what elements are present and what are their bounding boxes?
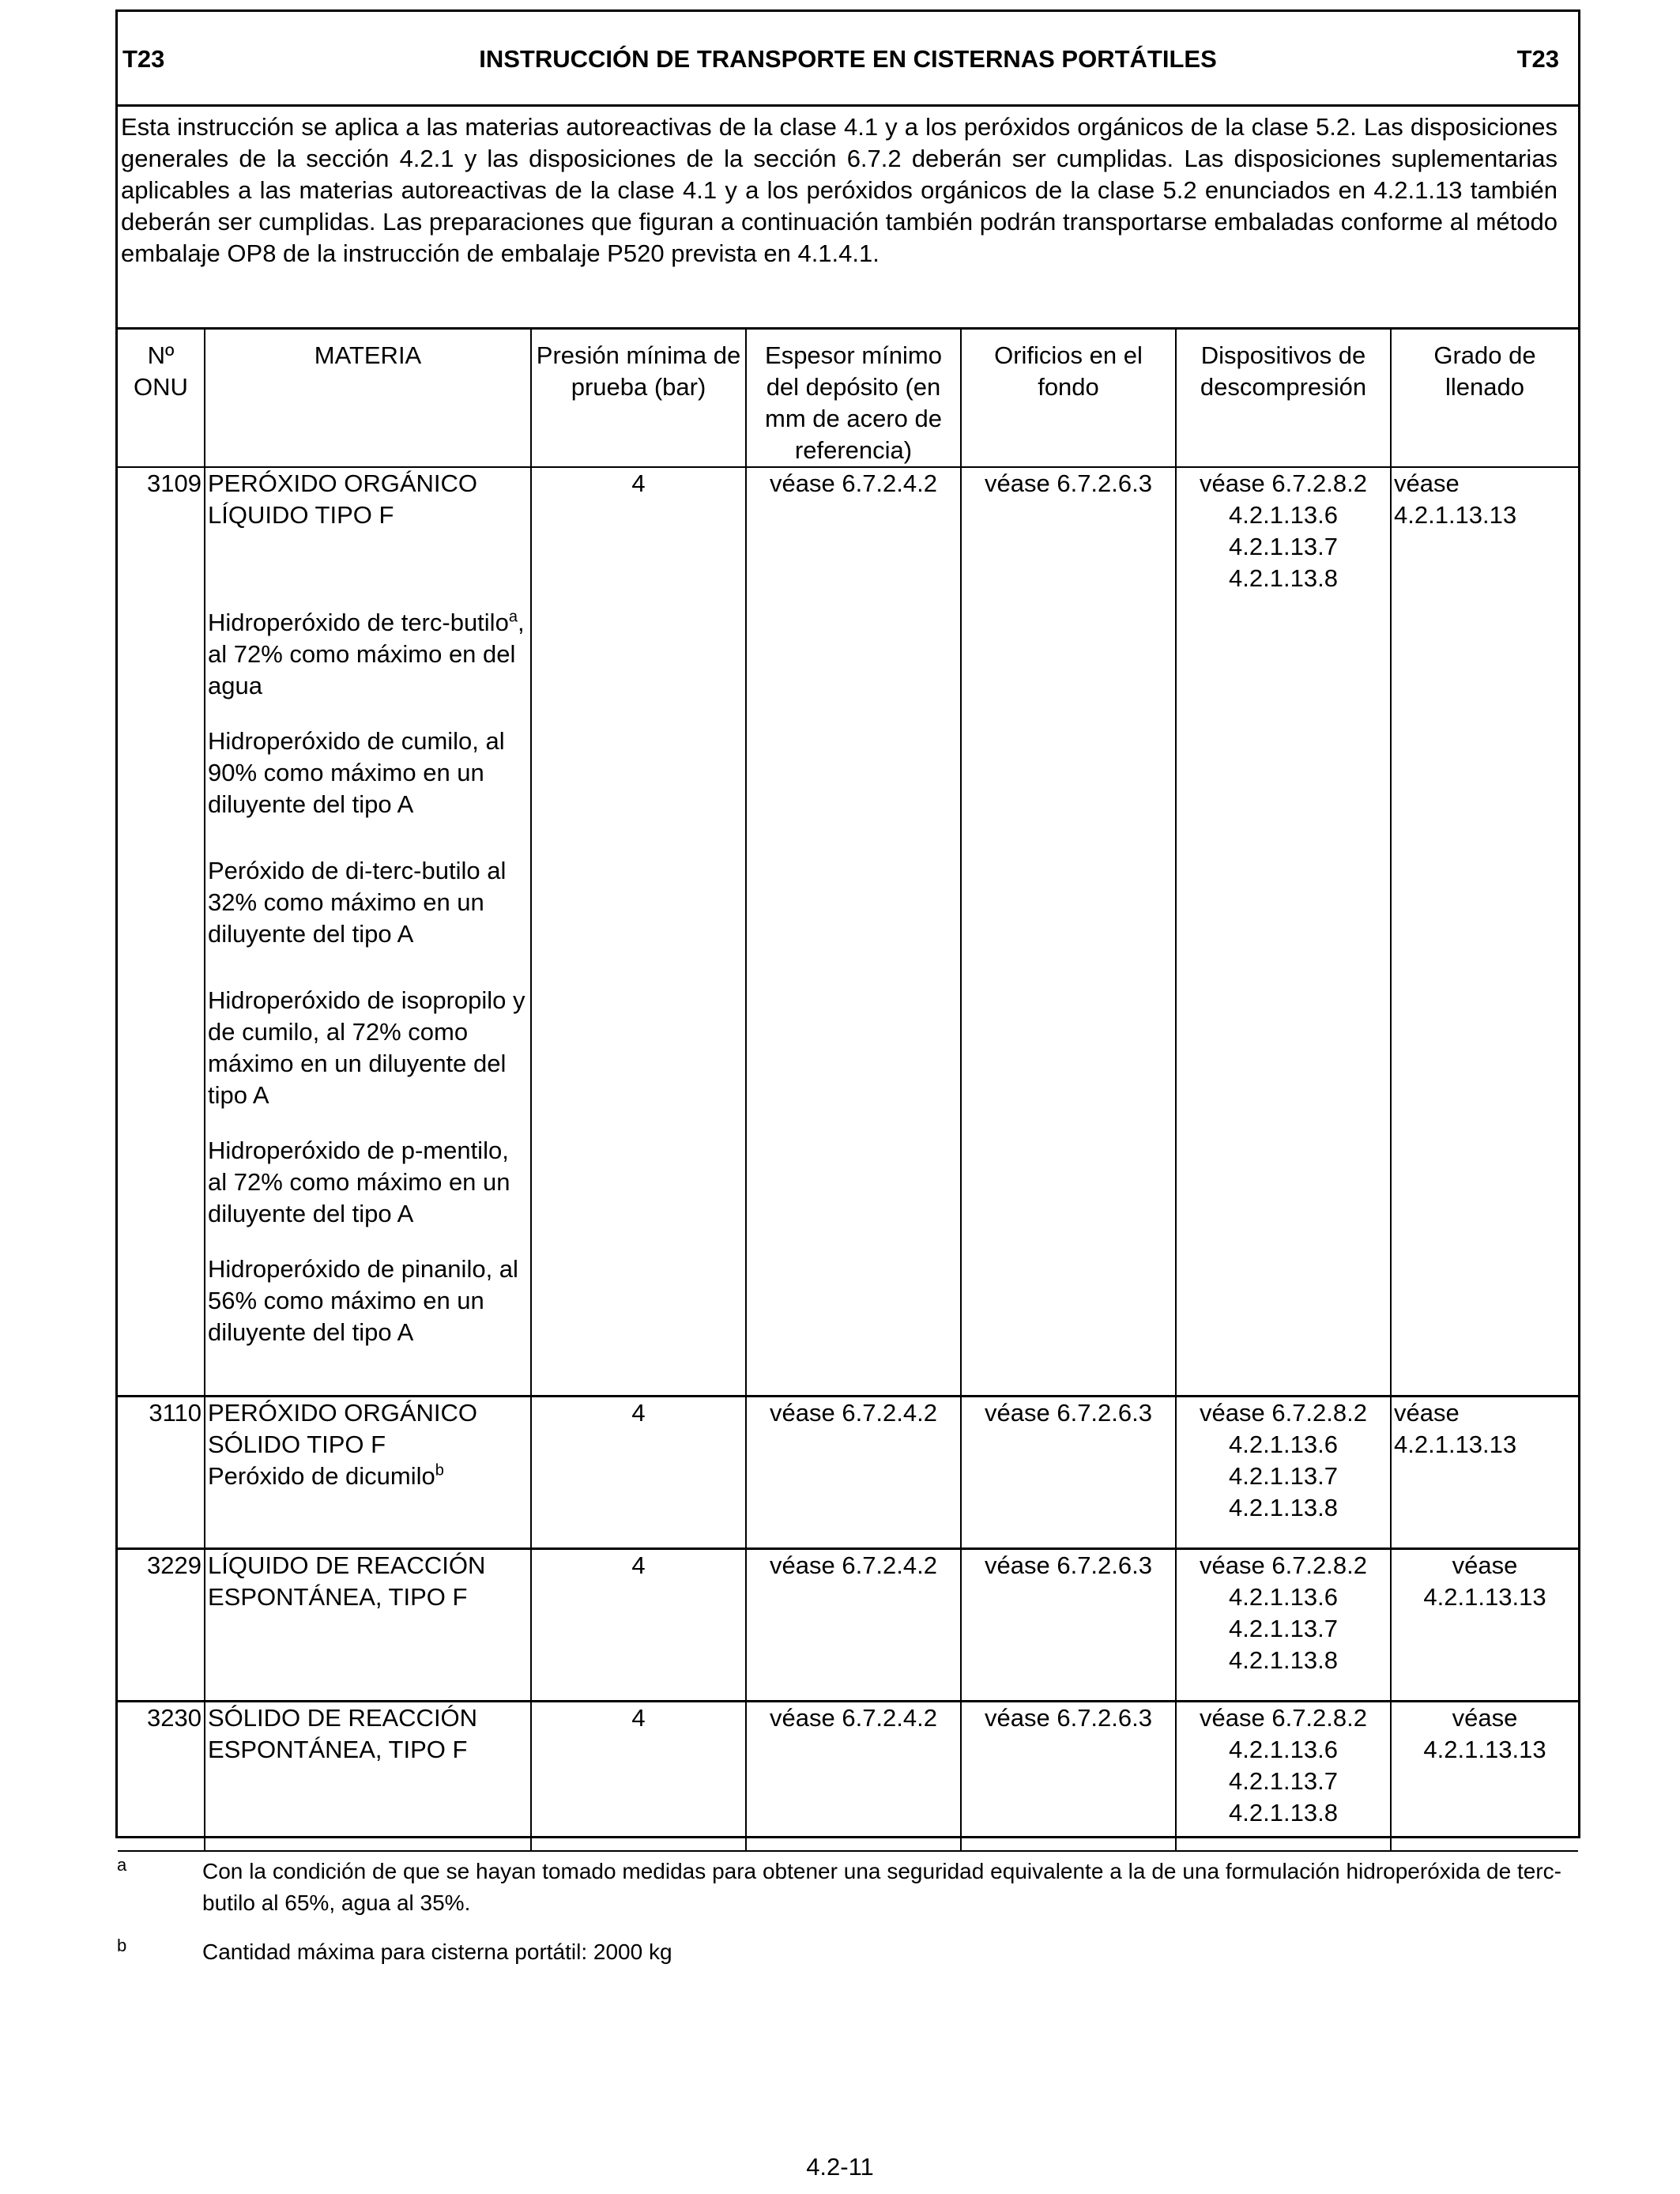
instruction-title: INSTRUCCIÓN DE TRANSPORTE EN CISTERNAS PORTÁTILES <box>479 45 1217 73</box>
disp-ref: 4.2.1.13.7 <box>1229 1766 1338 1795</box>
footnote-ref-a: a <box>508 608 518 626</box>
grado-ref: 4.2.1.13.13 <box>1423 1582 1546 1611</box>
footnote-text: Cantidad máxima para cisterna portátil: 2000 kg <box>202 1940 672 1964</box>
page-number: 4.2-11 <box>806 2153 874 2181</box>
cell-dispositivos <box>1176 1396 1391 1548</box>
disp-ref: 4.2.1.13.6 <box>1229 501 1338 529</box>
materia-sub-3: Peróxido de di-terc-butilo al 32% como máximo en un diluyente del tipo A <box>208 857 507 948</box>
cell-grado <box>1391 1701 1578 1851</box>
cell-dispositivos <box>1176 1548 1391 1701</box>
cell-onu: 3229 <box>118 1548 205 1701</box>
disp-ref: véase 6.7.2.8.2 <box>1200 1398 1367 1427</box>
instruction-code-right: T23 <box>1516 45 1559 73</box>
materia-sub-1-text: Hidroperóxido de terc-butilo <box>208 609 509 636</box>
cell-presion: 4 <box>531 1548 746 1701</box>
cell-orificios: véase 6.7.2.6.3 <box>961 1548 1176 1701</box>
instruction-frame <box>115 9 1580 1838</box>
grado-ref: véase <box>1394 469 1460 497</box>
cell-espesor: véase 6.7.2.4.2 <box>746 467 961 1396</box>
materia-title: PERÓXIDO ORGÁNICO LÍQUIDO TIPO F <box>208 469 478 529</box>
cell-presion: 4 <box>531 467 746 1396</box>
materia-sub <box>208 1461 528 1492</box>
table-row <box>118 1548 1578 1701</box>
header-onu-line1: Nº <box>147 341 175 369</box>
cell-materia: SÓLIDO DE REACCIÓN ESPONTÁNEA, TIPO F <box>205 1701 531 1851</box>
disp-ref: 4.2.1.13.7 <box>1229 1461 1338 1490</box>
header-grado: Grado de llenado <box>1391 327 1578 467</box>
cell-onu: 3110 <box>118 1396 205 1548</box>
disp-ref: 4.2.1.13.7 <box>1229 1614 1338 1642</box>
footnote-a <box>115 1856 1561 1919</box>
materia-sub-1 <box>208 607 528 702</box>
cell-espesor: véase 6.7.2.4.2 <box>746 1396 961 1548</box>
header-orificios: Orificios en el fondo <box>961 327 1176 467</box>
cell-presion: 4 <box>531 1396 746 1548</box>
materia-sub-2: Hidroperóxido de cumilo, al 90% como máximo en un diluyente del tipo A <box>208 727 505 818</box>
grado-ref: véase <box>1452 1703 1518 1732</box>
disp-ref: 4.2.1.13.8 <box>1229 1798 1338 1826</box>
cell-onu: 3109 <box>118 467 205 1396</box>
disp-ref: 4.2.1.13.6 <box>1229 1430 1338 1458</box>
header-dispositivos: Dispositivos de descompresión <box>1176 327 1391 467</box>
cell-onu: 3230 <box>118 1701 205 1851</box>
footnote-mark: a <box>117 1855 127 1875</box>
disp-ref: 4.2.1.13.8 <box>1229 1646 1338 1674</box>
footnote-text: Con la condición de que se hayan tomado medidas para obtener una seguridad equivalente a la de una formulación hidroperóxida de terc-butilo al 65%, agua al 35%. <box>202 1859 1561 1915</box>
cell-materia <box>205 1396 531 1548</box>
header-materia: MATERIA <box>205 327 531 467</box>
cell-dispositivos <box>1176 1701 1391 1851</box>
cell-espesor: véase 6.7.2.4.2 <box>746 1548 961 1701</box>
materia-sub-1-rest: , al 72% como máximo en del agua <box>208 609 525 699</box>
cell-espesor: véase 6.7.2.4.2 <box>746 1701 961 1851</box>
instruction-header <box>118 12 1578 107</box>
disp-ref: 4.2.1.13.8 <box>1229 564 1338 592</box>
grado-ref: 4.2.1.13.13 <box>1394 1430 1517 1458</box>
cell-grado <box>1391 1396 1578 1548</box>
header-onu-line2: ONU <box>134 373 188 401</box>
cell-grado <box>1391 467 1578 1396</box>
disp-ref: 4.2.1.13.7 <box>1229 533 1338 560</box>
materia-sub-4: Hidroperóxido de isopropilo y de cumilo, al 72% como máximo en un diluyente del tipo A <box>208 986 525 1109</box>
table-header-row <box>118 327 1578 467</box>
cell-orificios: véase 6.7.2.6.3 <box>961 1396 1176 1548</box>
grado-ref: 4.2.1.13.13 <box>1394 501 1517 529</box>
disp-ref: véase 6.7.2.8.2 <box>1200 469 1367 497</box>
disp-ref: véase 6.7.2.8.2 <box>1200 1551 1367 1579</box>
header-presion: Presión mínima de prueba (bar) <box>531 327 746 467</box>
tank-instruction-table <box>118 327 1578 1852</box>
materia-sub-text: Peróxido de dicumilo <box>208 1461 435 1490</box>
materia-title: PERÓXIDO ORGÁNICO SÓLIDO TIPO F <box>208 1398 478 1458</box>
disp-ref: 4.2.1.13.6 <box>1229 1735 1338 1763</box>
disp-ref: 4.2.1.13.8 <box>1229 1493 1338 1521</box>
disp-ref: véase 6.7.2.8.2 <box>1200 1703 1367 1732</box>
grado-ref: véase <box>1394 1398 1460 1427</box>
footnote-ref-b: b <box>435 1461 444 1480</box>
footnotes <box>115 1856 1561 1982</box>
grado-ref: 4.2.1.13.13 <box>1423 1735 1546 1763</box>
cell-dispositivos <box>1176 467 1391 1396</box>
materia-sub-5: Hidroperóxido de p-mentilo, al 72% como máximo en un diluyente del tipo A <box>208 1137 510 1227</box>
cell-presion: 4 <box>531 1701 746 1851</box>
disp-ref: 4.2.1.13.6 <box>1229 1582 1338 1611</box>
footnote-b <box>115 1936 1561 1968</box>
header-onu <box>118 327 205 467</box>
instruction-code-left: T23 <box>122 45 165 73</box>
intro-paragraph: Esta instrucción se aplica a las materias autoreactivas de la clase 4.1 y a los peróxidos orgánicos de la clase 5.2. Las disposiciones generales de la sección 4.2.1 y las disposiciones de la sección 6.7.2 deberán ser cumplidas. Las disposiciones suplementarias aplicables a las materias autoreactivas de la clase 4.1 y a los peróxidos orgánicos de la clase 5.2 enunciados en 4.2.1.13 también deberán ser cumplidas. Las preparaciones que figuran a continuación también podrán transportarse embaladas conforme al método embalaje OP8 de la instrucción de embalaje P520 prevista en 4.1.4.1. <box>121 113 1558 267</box>
cell-materia <box>205 467 531 1396</box>
materia-sub-6: Hidroperóxido de pinanilo, al 56% como máximo en un diluyente del tipo A <box>208 1255 518 1346</box>
cell-grado <box>1391 1548 1578 1701</box>
header-espesor: Espesor mínimo del depósito (en mm de acero de referencia) <box>746 327 961 467</box>
table-row <box>118 467 1578 1396</box>
footnote-mark: b <box>117 1936 127 1955</box>
grado-ref: véase <box>1452 1551 1518 1579</box>
cell-orificios: véase 6.7.2.6.3 <box>961 1701 1176 1851</box>
table-row <box>118 1396 1578 1548</box>
cell-materia: LÍQUIDO DE REACCIÓN ESPONTÁNEA, TIPO F <box>205 1548 531 1701</box>
table-row <box>118 1701 1578 1851</box>
cell-orificios: véase 6.7.2.6.3 <box>961 467 1176 1396</box>
